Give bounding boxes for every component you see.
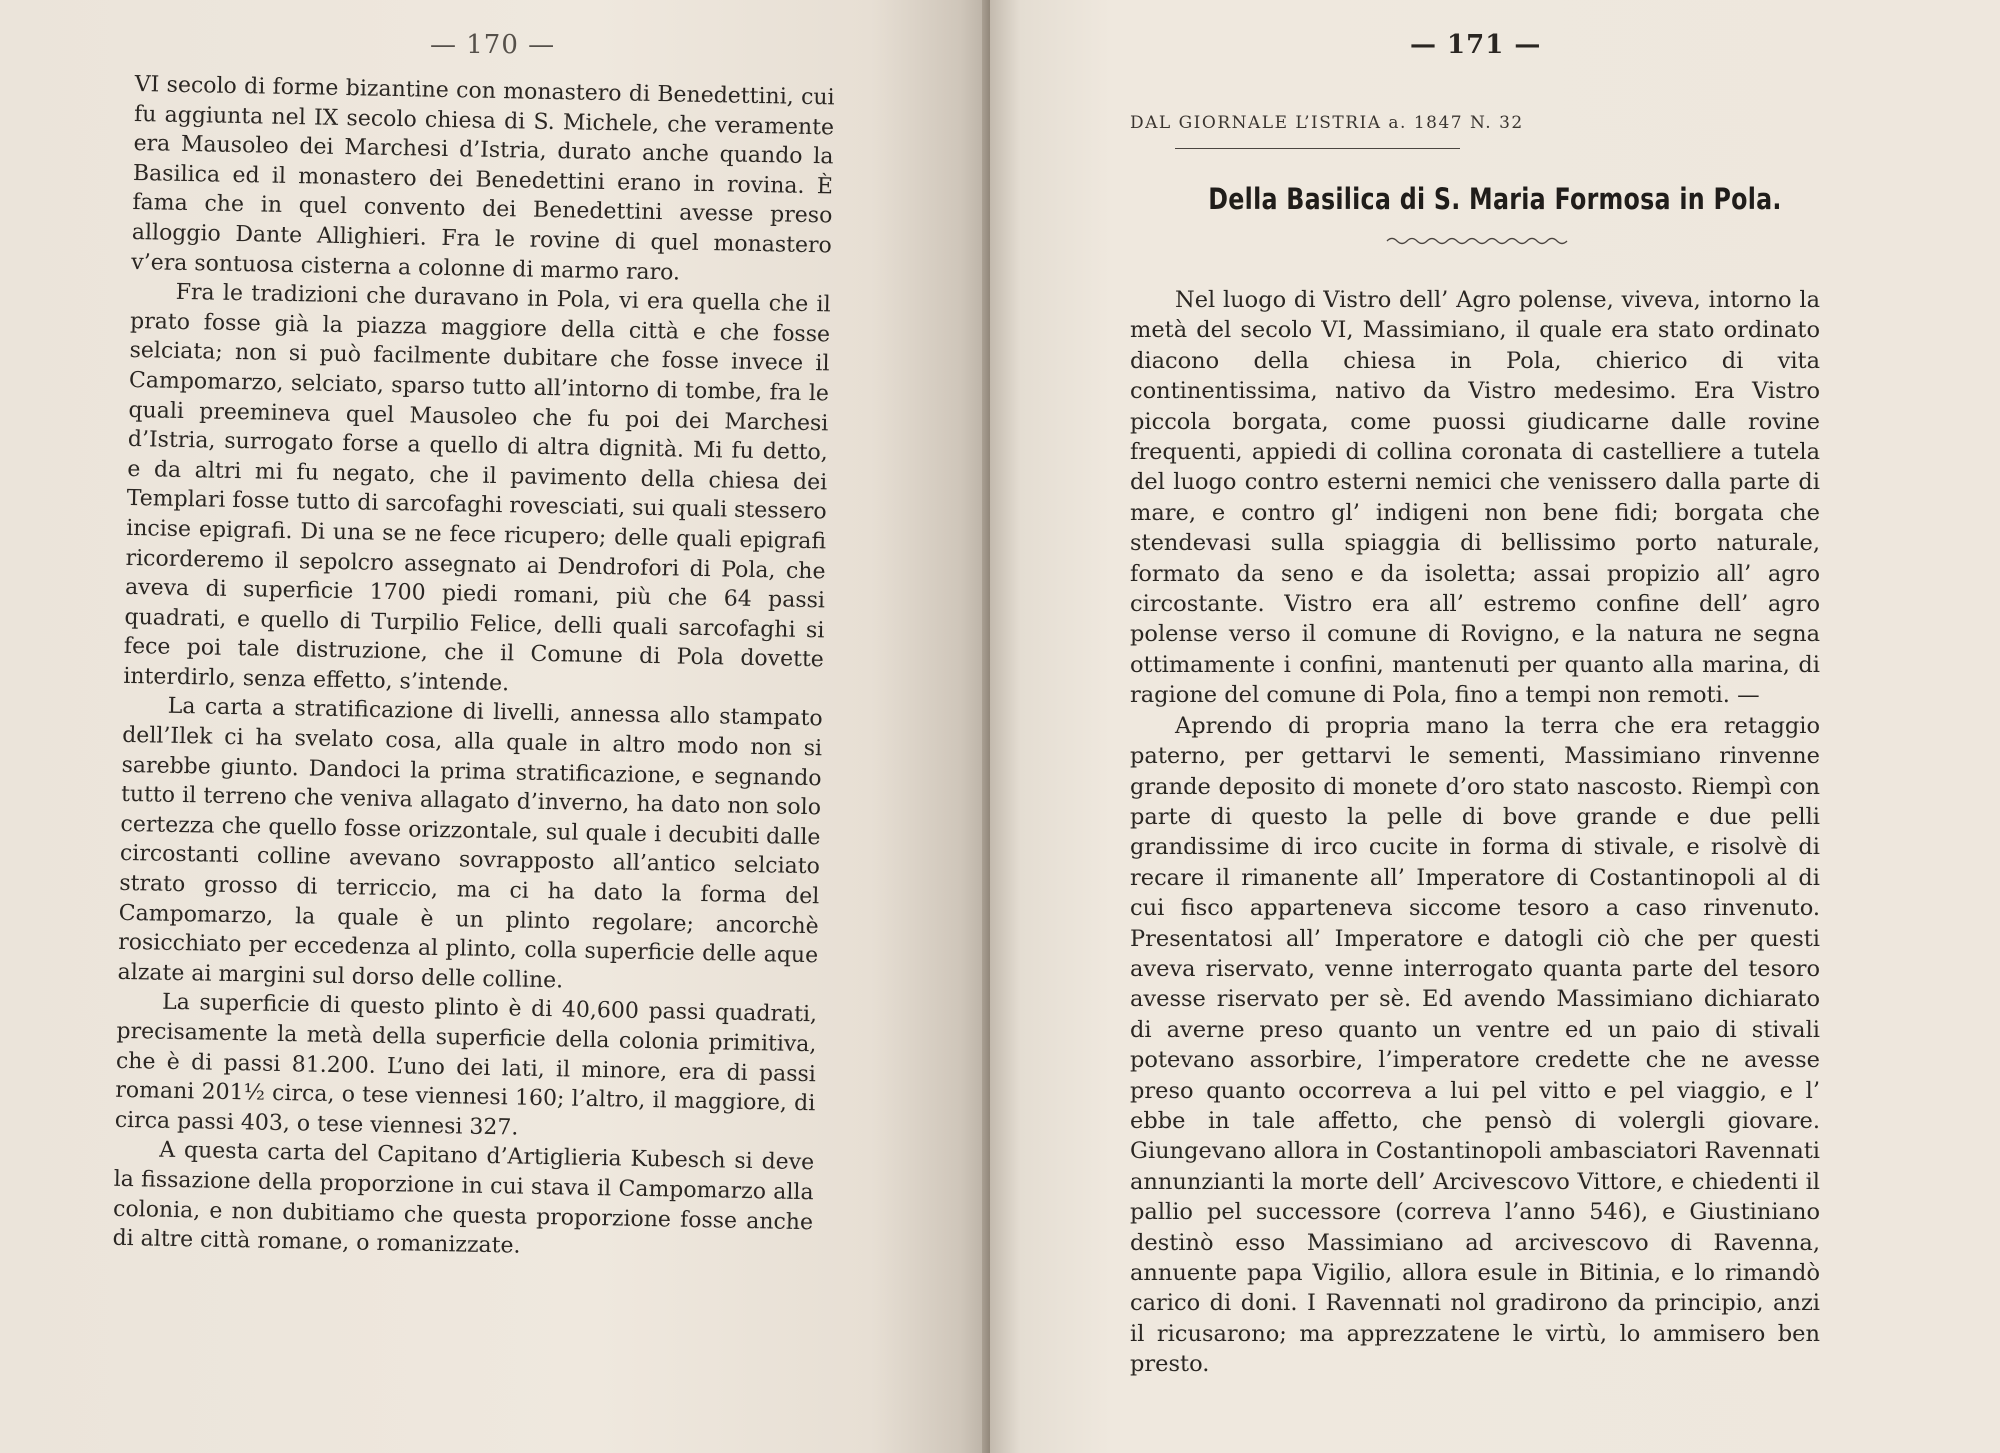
paragraph: La carta a stratificazione di livelli, annessa allo stampato dell’Ilek ci ha svelato cosa, alla quale in altro modo non si sarebbe giunto. Dandoci la prima stratificazione, e segnando tutto il terreno che veniva allagato d’inverno, ha dato non solo certezza che quello fosse orizzontale, sul quale i decubiti dalle circostanti colline avevano sovrapposto all’antico selciato strato grosso di terriccio, ma ci ha dato la forma del Campomarzo, la quale è un plinto regolare; ancorchè rosicchiato per eccedenza al plinto, colla superficie delle aque alzate ai margini sul dorso delle colline. [117, 694, 823, 994]
body-text [112, 70, 835, 1267]
paragraph: VI secolo di forme bizantine con monastero di Benedettini, cui fu aggiunta nel IX secolo chiesa di S. Michele, che veramente era Mausoleo dei Marchesi d’Istria, durato anche quando la Basilica ed il monastero dei Benedettini erano in rovina. È fama che in quel convento dei Benedettini avesse preso alloggio Dante Allighieri. Fra le rovine di quel monastero v’era sontuosa cisterna a colonne di marmo raro. [131, 71, 835, 286]
running-head: DAL GIORNALE L’ISTRIA a. 1847 N. 32 [1130, 113, 1524, 133]
article-title: Della Basilica di S. Maria Formosa in Pola. [1208, 182, 1782, 216]
paragraph: Aprendo di propria mano la terra che era retaggio paterno, per gettarvi le sementi, Massimiano rinvenne grande deposito di monete d’oro stato nascosto. Riempì con parte di questo la pelle di bove grande e due pelli grandissime di irco cucite in forma di stivale, e risolvè di recare il rimanente all’ Imperatore di Costantinopoli al di cui fisco apparteneva siccome tesoro a caso rinvenuto. Presentatosi all’ Imperatore e datogli ciò che per questi aveva riservato, venne interrogato quanta parte del tesoro avesse riservato per sè. Ed avendo Massimiano dichiarato di averne preso quanto un ventre ed un paio di stivali potevano assorbire, l’imperatore credette che ne avesse preso quanto occorreva a lui pel vitto e pel viaggio, e l’ ebbe in tale affetto, che pensò di volergli giovare. Giungevano allora in Costantinopoli ambasciatori Ravennati annunzianti la morte dell’ Arcivescovo Vittore, e chiedenti il pallio pel successore (correva l’anno 546), e Giustiniano destinò esso Massimiano ad arcivescovo di Ravenna, annuente papa Vigilio, allora esule in Bitinia, e lo rimandò carico di doni. I Ravennati nol gradirono da principio, anzi il ricusarono; ma apprezzatene le virtù, lo ammisero ben presto. [1130, 712, 1820, 1378]
right-page [990, 0, 2000, 1453]
body-text [1130, 285, 1820, 1380]
paragraph: A questa carta del Capitano d’Artiglieria Kubesch si deve la fissazione della proporzione in cui stava il Campomarzo alla colonia, e non dubitiamo che questa proporzione fosse anche di altre città romane, o romanizzate. [112, 1138, 815, 1259]
left-page [0, 0, 990, 1453]
divider-rule [1175, 148, 1460, 149]
page-number: — 171 — [1410, 30, 1542, 60]
paragraph: Nel luogo di Vistro dell’ Agro polense, viveva, intorno la metà del secolo VI, Massimiano, il quale era stato ordinato diacono della chiesa in Pola, chierico di vita continentissima, nativo da Vistro medesimo. Era Vistro piccola borgata, come puossi giudicarne dalle rovine frequenti, appiedi di collina coronata di castelliere a tutela del luogo contro esterni nemici che venissero dalla parte di mare, e contro gl’ indigeni non bene fidi; borgata che stendevasi sulla spiaggia di bellissimo porto naturale, formato da seno e da isoletta; assai propizio all’ agro circostante. Vistro era all’ estremo confine dell’ agro polense verso il comune di Rovigno, e la natura ne segna ottimamente i confini, mantenuti per quanto alla marina, di ragione del comune di Pola, fino a tempi non remoti. — [1130, 287, 1820, 709]
page-number: — 170 — [430, 30, 556, 60]
wavy-ornament [1385, 235, 1575, 247]
paragraph: La superficie di questo plinto è di 40,600 passi quadrati, precisamente la metà della superficie della colonia primitiva, che è di passi 81.200. L’uno dei lati, il minore, era di passi romani 201½ circa, o tese viennesi 160; l’altro, il maggiore, di circa passi 403, o tese viennesi 327. [114, 990, 818, 1141]
paragraph: Fra le tradizioni che duravano in Pola, vi era quella che il prato fosse già la piazza maggiore della città e che fosse selciata; non si può facilmente dubitare che fosse invece il Campomarzo, selciato, sparso tutto all’intorno di tombe, fra le quali preemineva quel Mausoleo che fu poi dei Marchesi d’Istria, surrogato forse a quello di altra dignità. Mi fu detto, e da altri mi fu negato, che il pavimento della chiesa dei Templari fosse tutto di sarcofaghi rovesciati, sui quali stessero incise epigrafi. Di una se ne fece ricupero; delle quali epigrafi ricorderemo il sepolcro assegnato ai Dendrofori di Pola, che aveva di superficie 1700 piedi romani, più che 64 passi quadrati, e quello di Turpilio Felice, delli quali sarcofaghi si fece poi tale distruzione, che il Comune di Pola dovette interdirlo, senza effetto, s’intende. [123, 279, 831, 697]
